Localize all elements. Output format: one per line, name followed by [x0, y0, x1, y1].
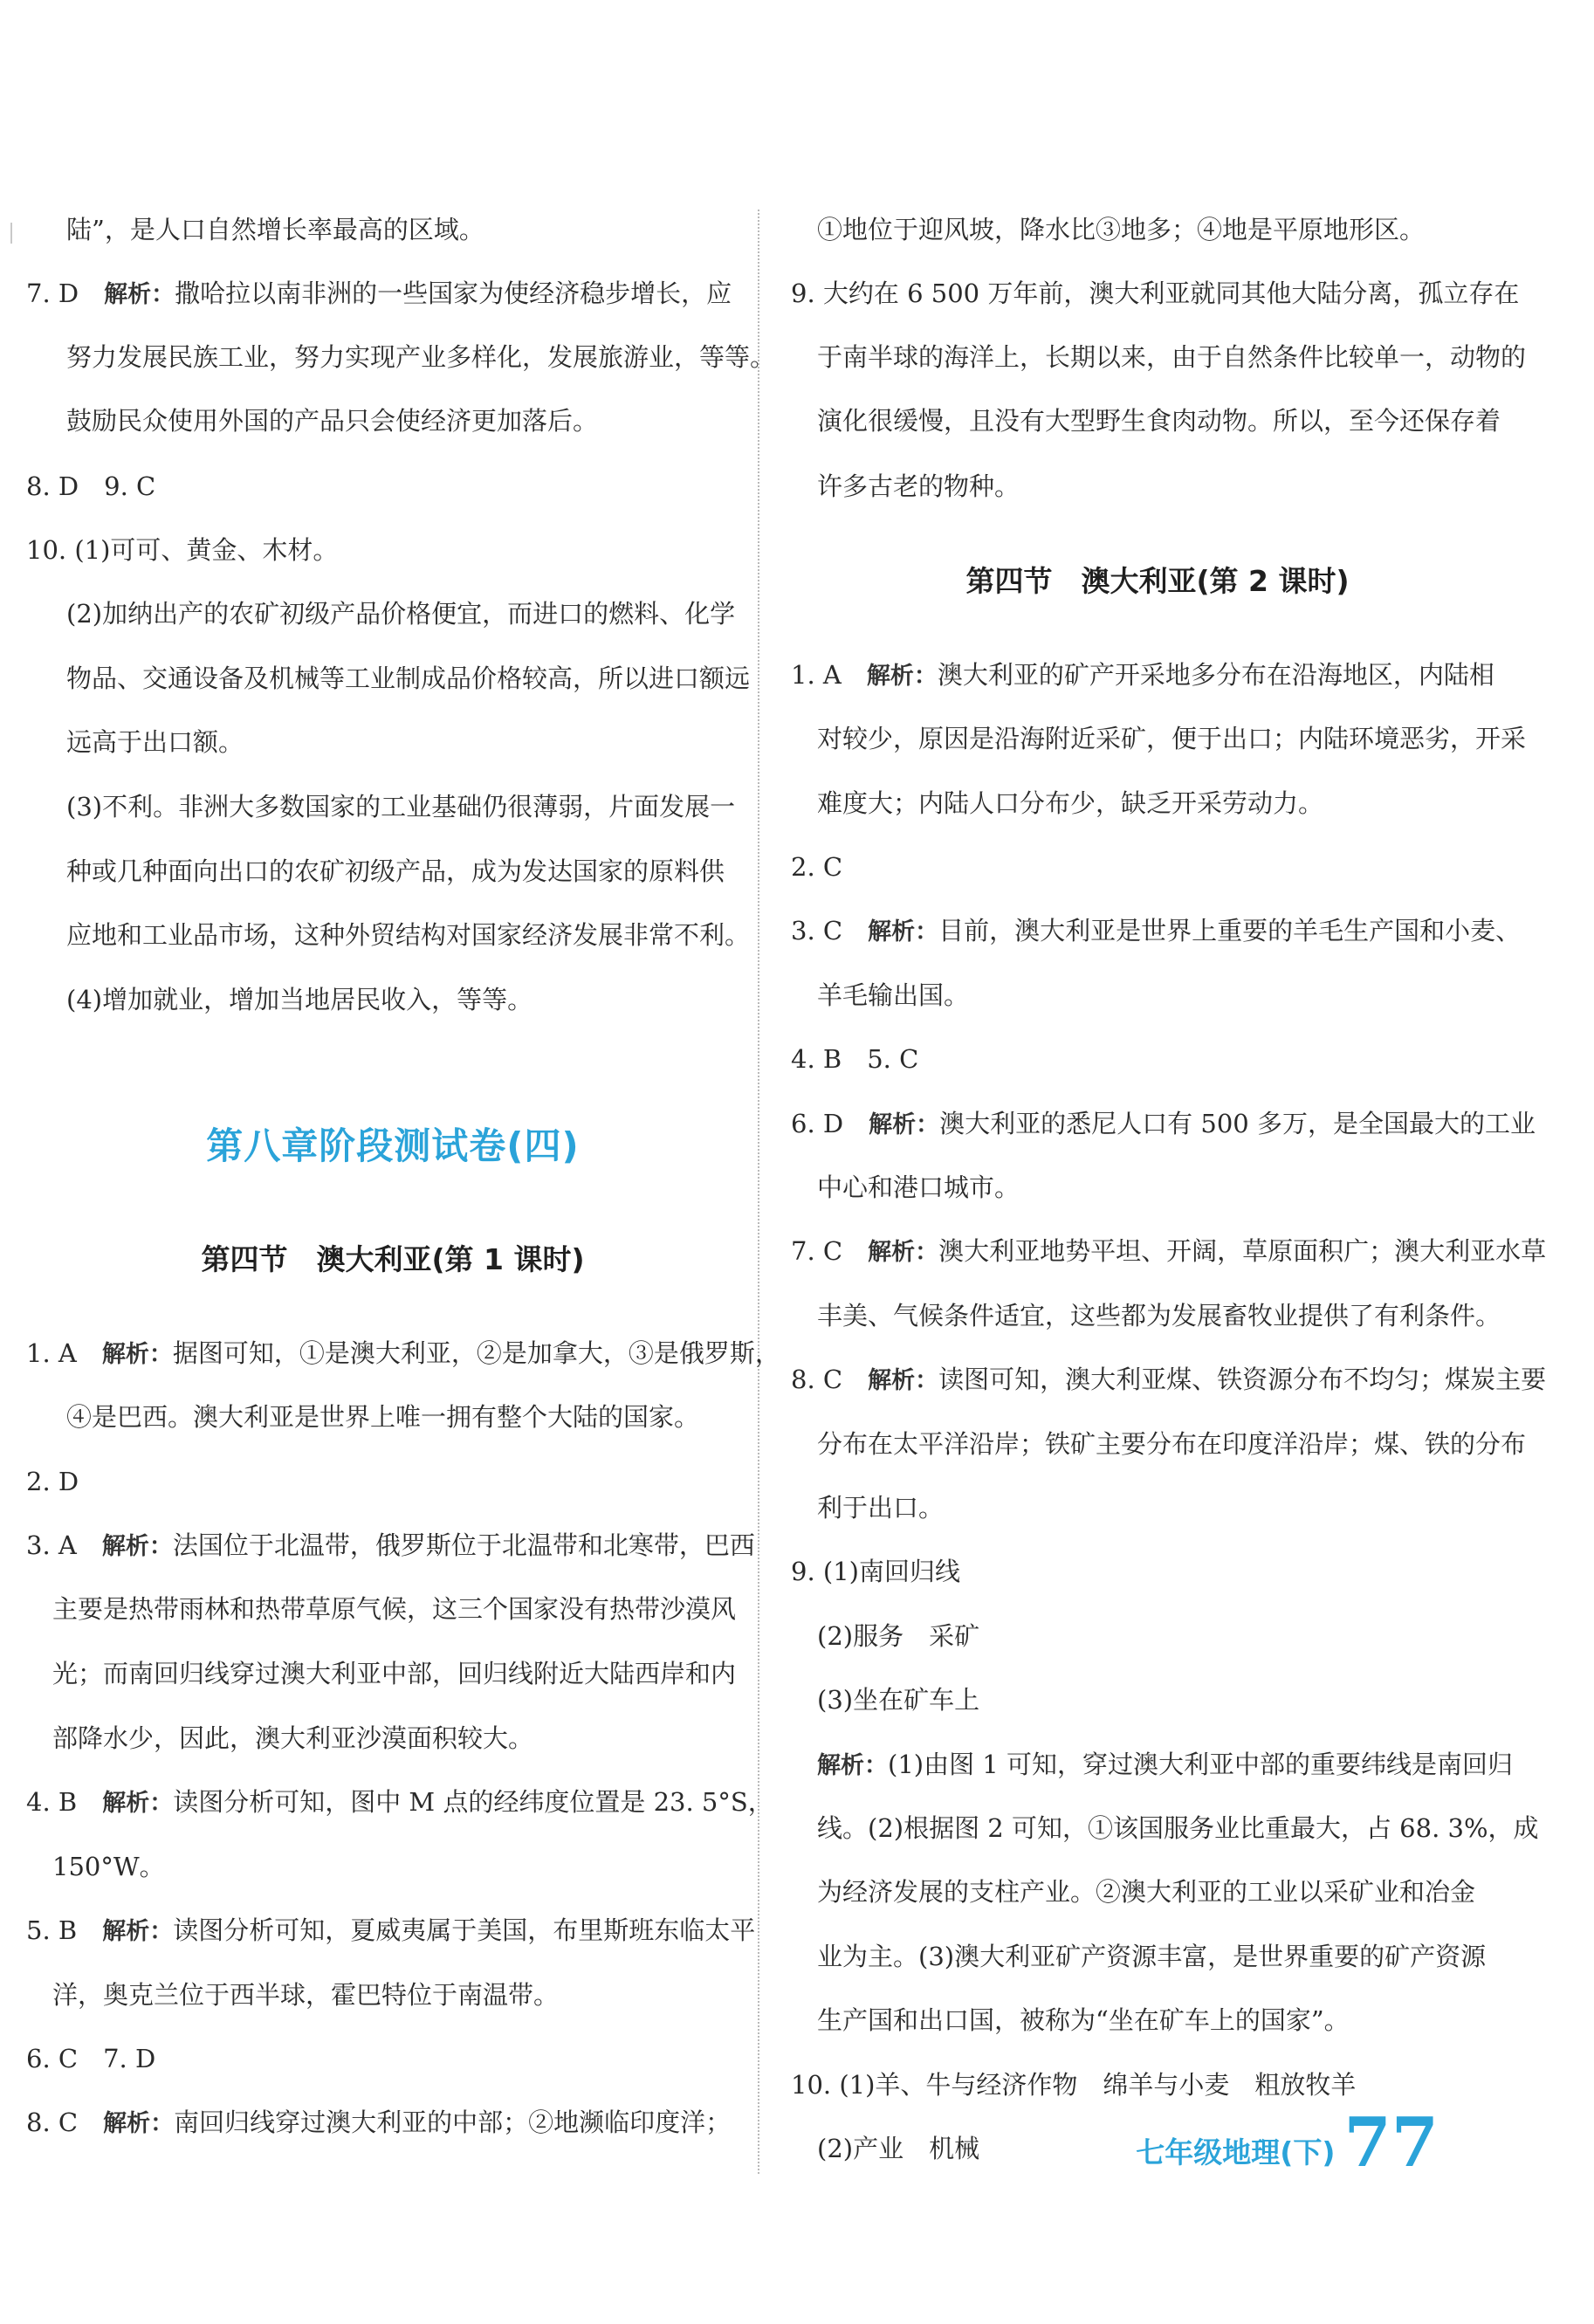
text-line: 应地和工业品市场，这种外贸结构对国家经济发展非常不利。 [66, 920, 751, 950]
analysis-tag: 解析： [868, 918, 939, 945]
answer-6-7: 6. C 7. D [26, 2044, 156, 2073]
text-line: 难度大；内陆人口分布少，缺乏开采劳动力。 [817, 788, 1324, 818]
text-line: 远高于出口额。 [66, 727, 244, 757]
text-line: 中心和港口城市。 [817, 1172, 1020, 1202]
answer-1: 1. A 解析：据图可知，①是澳大利亚，②是加拿大，③是俄罗斯， [26, 1338, 780, 1368]
text-line: 150°W。 [52, 1852, 165, 1881]
text-line: 生产国和出口国，被称为“坐在矿车上的国家”。 [817, 2005, 1350, 2035]
text-line: 光；而南回归线穿过澳大利亚中部，回归线附近大陆西岸和内 [52, 1659, 737, 1688]
text-line: (2)产业 机械 [817, 2134, 980, 2163]
answer-7: 7. D 解析：撒哈拉以南非洲的一些国家为使经济稳步增长，应 [26, 278, 732, 308]
text-line: 物品、交通设备及机械等工业制成品价格较高，所以进口额远 [66, 664, 751, 693]
text-line: 利于出口。 [817, 1493, 945, 1523]
text-line: 为经济发展的支柱产业。②澳大利亚的工业以采矿业和冶金 [817, 1877, 1476, 1907]
text-line: 分布在太平洋沿岸；铁矿主要分布在印度洋沿岸；煤、铁的分布 [817, 1429, 1527, 1459]
text-line: 陆”，是人口自然增长率最高的区域。 [66, 215, 484, 244]
analysis-tag: 解析： [103, 2110, 175, 2137]
answer-10-1: 10. (1)可可、黄金、木材。 [26, 535, 339, 565]
text-line: 部降水少，因此，澳大利亚沙漠面积较大。 [52, 1723, 534, 1753]
answer-8: 8. C 解析：南回归线穿过澳大利亚的中部；②地濒临印度洋； [26, 2107, 732, 2137]
analysis-tag: 解析： [868, 1367, 939, 1394]
analysis-tag: 解析： [104, 281, 175, 308]
text-line: 努力发展民族工业，努力实现产业多样化，发展旅游业，等等。 [66, 342, 776, 372]
answer-7: 7. C 解析：澳大利亚地势平坦、开阔，草原面积广；澳大利亚水草 [791, 1236, 1547, 1266]
text-line: (3)坐在矿车上 [817, 1685, 980, 1715]
section-title: 第四节 澳大利亚(第 1 课时) [201, 1242, 585, 1276]
answer-1: 1. A 解析：澳大利亚的矿产开采地多分布在沿海地区，内陆相 [791, 660, 1494, 690]
analysis-tag: 解析： [866, 663, 938, 690]
section-title: 第四节 澳大利亚(第 2 课时) [965, 564, 1350, 598]
page-number: 77 [1343, 2103, 1439, 2183]
answer-8-9: 8. D 9. C [26, 471, 156, 501]
text-line: 对较少，原因是沿海附近采矿，便于出口；内陆环境恶劣，开采 [817, 724, 1527, 753]
answer-6: 6. D 解析：澳大利亚的悉尼人口有 500 多万，是全国最大的工业 [791, 1109, 1536, 1138]
text-line: 许多古老的物种。 [817, 471, 1020, 501]
text-line: 主要是热带雨林和热带草原气候，这三个国家没有热带沙漠风 [52, 1594, 737, 1624]
text-line: ④是巴西。澳大利亚是世界上唯一拥有整个大陆的国家。 [66, 1402, 700, 1432]
analysis-tag: 解析： [868, 1239, 939, 1266]
text-line: 演化很缓慢，且没有大型野生食肉动物。所以，至今还保存着 [817, 406, 1501, 436]
answer-10-1: 10. (1)羊、牛与经济作物 绵羊与小麦 粗放牧羊 [791, 2070, 1357, 2100]
analysis-tag: 解析： [102, 1918, 174, 1945]
analysis-tag: 解析： [869, 1111, 940, 1138]
text-line: (3)不利。非洲大多数国家的工业基础仍很薄弱，片面发展一 [66, 792, 736, 822]
answer-9: 9. 大约在 6 500 万年前，澳大利亚就同其他大陆分离，孤立存在 [791, 278, 1520, 308]
text-line: 业为主。(3)澳大利亚矿产资源丰富，是世界重要的矿产资源 [817, 1942, 1487, 1971]
answer-3: 3. C 解析：目前，澳大利亚是世界上重要的羊毛生产国和小麦、 [791, 916, 1522, 945]
text-line: 鼓励民众使用外国的产品只会使经济更加落后。 [66, 406, 599, 436]
margin-mark [10, 223, 12, 244]
analysis-tag: 解析： [817, 1752, 888, 1779]
text-line: 羊毛输出国。 [817, 980, 970, 1010]
analysis-tag: 解析： [102, 1790, 174, 1817]
analysis-line: 解析：(1)由图 1 可知，穿过澳大利亚中部的重要纬线是南回归 [817, 1750, 1513, 1779]
text-line: (2)服务 采矿 [817, 1621, 980, 1651]
answer-4: 4. B 解析：读图分析可知，图中 M 点的经纬度位置是 23. 5°S， [26, 1787, 773, 1817]
text-line: (4)增加就业，增加当地居民收入，等等。 [66, 985, 533, 1014]
column-divider [758, 210, 759, 2174]
analysis-tag: 解析： [101, 1533, 173, 1560]
answer-2: 2. D [26, 1467, 79, 1496]
page-footer [1136, 2103, 1439, 2183]
answer-3: 3. A 解析：法国位于北温带，俄罗斯位于北温带和北寒带，巴西 [26, 1530, 755, 1560]
text-line: ①地位于迎风坡，降水比③地多；④地是平原地形区。 [817, 215, 1426, 244]
answer-2: 2. C [791, 852, 843, 882]
book-title: 七年级地理(下) [1136, 2135, 1336, 2169]
text-line: 于南半球的海洋上，长期以来，由于自然条件比较单一，动物的 [817, 342, 1527, 372]
text-line: 线。(2)根据图 2 可知，①该国服务业比重最大，占 68. 3%，成 [817, 1813, 1539, 1843]
answer-4-5: 4. B 5. C [791, 1044, 919, 1074]
text-line: 丰美、气候条件适宜，这些都为发展畜牧业提供了有利条件。 [817, 1301, 1501, 1330]
text-line: 种或几种面向出口的农矿初级产品，成为发达国家的原料供 [66, 856, 725, 886]
analysis-tag: 解析： [101, 1341, 173, 1368]
text-line: (2)加纳出产的农矿初级产品价格便宜，而进口的燃料、化学 [66, 599, 736, 629]
text-line: 洋，奥克兰位于西半球，霍巴特位于南温带。 [52, 1980, 560, 2010]
answer-5: 5. B 解析：读图分析可知，夏威夷属于美国，布里斯班东临太平 [26, 1915, 756, 1945]
answer-9-1: 9. (1)南回归线 [791, 1557, 960, 1586]
chapter-title: 第八章阶段测试卷(四) [206, 1124, 580, 1167]
answer-8: 8. C 解析：读图可知，澳大利亚煤、铁资源分布不均匀；煤炭主要 [791, 1365, 1547, 1394]
